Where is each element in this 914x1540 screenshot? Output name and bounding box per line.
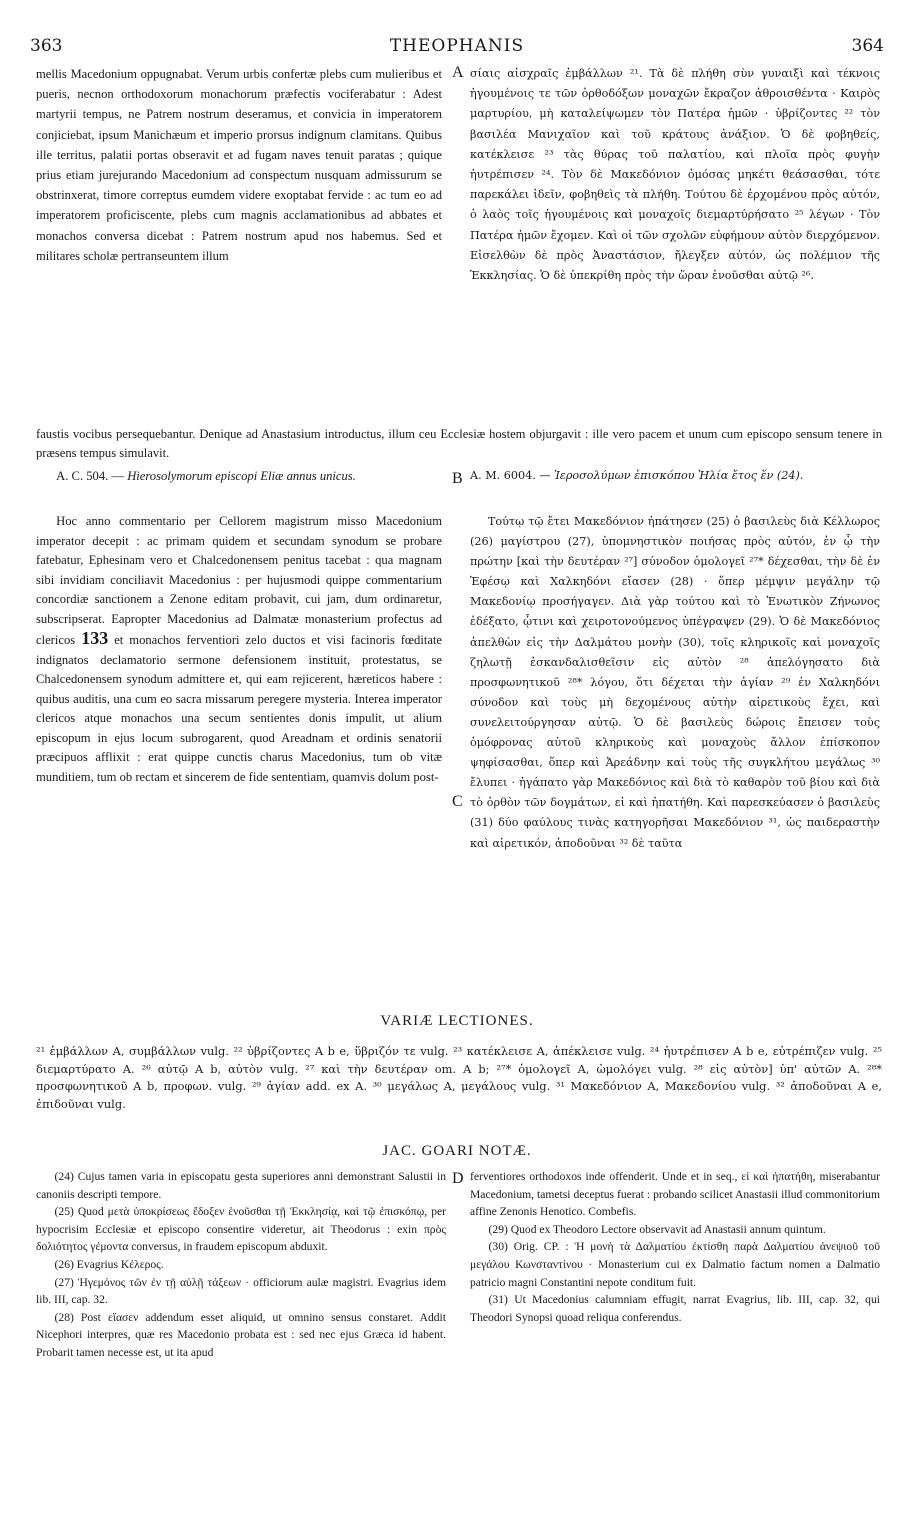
greek-year-title: Ἱεροσολύμων ἐπισκόπου Ἠλία ἔτος ἕν (24).: [554, 469, 804, 482]
page-number-left: 363: [30, 36, 63, 56]
running-title: THEOPHANIS: [389, 36, 525, 56]
column-number: 133: [81, 628, 109, 648]
latin-span-paragraph: faustis vocibus persequebantur. Denique ad Anastasium introductus, illum ceu Ecclesiæ hostem objurgavit : ille vero pacem et unum cum episcopo sensum tenere in præsens tempus simulavit.: [36, 427, 882, 460]
greek-column-top: [470, 64, 880, 286]
note-30: (30) Orig. CP. : Ἡ μονὴ τὰ Δαλματίου ἐκτίσθη παρὰ Δαλματίου ἀνεψιοῦ τοῦ μεγάλου Κωνσταντίνου · Monasterium cui ex Dalmatio factum nomen a Dalmatio patricio magni Constantini nepote conditum fuit.: [470, 1240, 880, 1289]
latin-main-text-2: et monachos ferventiori zelo ductos et visi facinoris fœditate indignatos declamatorio sermone defensionem instituit, protestatus, se Chalcedonensem synodum admittere et, qui eam rejicerent, hæreticos habere : quibus auditis, una cum eo sacra missarum peregere mysteria. Interea imperator clericos atque monachos una secum sentientes donis impulit, ut alium episcopum in ejus locum subrogarent, quod Areadnam et ordinis senatorii præcipuos afflixit : erat quippe cunctis charus Macedonius, tum ob vitæ munditiem, tum ob rectam et sincerem de fide sententiam, quamvis dolum post-: [36, 633, 443, 784]
greek-year-label: A. M. 6004. —: [470, 469, 555, 482]
margin-letter-b: B: [452, 470, 463, 487]
margin-letter-c: C: [452, 793, 463, 810]
variae-heading: VARIÆ LECTIONES.: [380, 1013, 534, 1029]
margin-letter-d: D: [452, 1170, 464, 1187]
notae-heading: JAC. GOARI NOTÆ.: [382, 1143, 532, 1159]
latin-top-text: mellis Macedonium oppugnabat. Verum urbis confertæ plebs cum mulieribus et pueris, necnon orthodoxorum monachorum præfectis vociferabatur : Adest martyrii tempus, ne Patrem nostrum deseramus, et convicia in imperatorem conjiciebat, ipsum Manichæum et imperio prorsus indignum clamitans. Quibus ille territus, palatii portas obseravit et ad fugam naves tenuit paratas ; quique prius etiam jurejurando Macedonium ad conspectum nusquam admissurum se obstrinxerat, timore correptus eumdem videre exoptabat fervide : ac tum eo ad imperatorem proficiscente, plebs cum magnis acclamationibus ad abbates et monachos conversa dicebat : Patrem nostrum apud nos habemus. Sed et militares scholæ pertranseuntem illum: [36, 67, 442, 263]
note-27: (27) Ἡγεμόνος τῶν ἐν τῇ αὐλῇ τάξεων · officiorum aulæ magistri. Evagrius idem lib. III, cap. 32.: [36, 1275, 446, 1307]
page-number-right: 364: [851, 36, 884, 56]
notes-left-column: [36, 1168, 446, 1362]
note-29: (29) Quod ex Theodoro Lectore observavit ad Anastasii annum quintum.: [488, 1222, 826, 1236]
note-28-continued: ferventiores orthodoxos inde offenderit. Unde et in seq., εἰ καὶ ἠπατήθη, miserabantur Macedonium, tametsi deceptus fuerat : probando scilicet Anastasii illud commonitorium affine Zenonis Henotico. Combefis.: [470, 1170, 880, 1219]
latin-column-top: [36, 64, 442, 266]
running-header: [30, 36, 884, 60]
greek-year-heading: [470, 466, 880, 486]
note-28: (28) Post εἴασεν addendum esset aliquid, ut omnino sensus constaret. Addit Nicephori interpres, quæ res Macedonio probata est : sed nec ejus Græca id habent. Probarit tamen necesse est, ut ita apud: [36, 1310, 446, 1359]
greek-column-main: [470, 512, 880, 854]
variae-lectiones: [36, 1043, 882, 1113]
latin-main-text-1: Hoc anno commentario per Cellorem magistrum misso Macedonium imperator decepit : ac primam quidem et secundam synodum se probare fatebatur, Ephesinam vero et Chalcedonensem penitus tacebat : qua magnam sibi invidiam conciliavit Macedonius : per hujusmodi quippe commentarium concordiæ sanctionem a Zenone editam probavit, cui jam, dum ordinaretur, subscripserat. Eapropter Macedonius ad Dalmatæ monasterium profectus ad clericos: [36, 514, 442, 647]
margin-letter-a: A: [452, 64, 464, 81]
latin-year-title: Hierosolymorum episcopi Eliæ annus unicus.: [127, 469, 356, 483]
greek-top-text: σίαις αἰσχραῖς ἐμβάλλων ²¹. Τὰ δὲ πλήθη σὺν γυναιξὶ καὶ τέκνοις ἡγουμένοις τε τῶν ὀρθοδόξων μοναχῶν ἔκραζον ἀθροισθέντα · Καιρὸς μαρτυρίου, μὴ καταλείψωμεν τὸν Πατέρα ἡμῶν · ὑβρίζοντες ²² τὸν βασιλέα Μανιχαῖον καὶ τοῦ κράτους ἀνάξιον. Ὁ δὲ φοβηθείς, κατέκλεισε ²³ τὰς θύρας τοῦ παλατίου, καὶ πλοῖα πρὸς φυγὴν ἡυτρέπισεν ²⁴. Τὸν δὲ Μακεδόνιον ὀμόσας μηκέτι θεάσασθαι, τότε παρεκάλει ἰδεῖν, φοβηθεὶς τὰ πλήθη. Τούτου δὲ ἐρχομένου πρὸς αὐτόν, ὁ λαὸς τοῖς ἡγουμένοις καὶ μοναχοῖς διεμαρτύρήσατο ²⁵ λέγων · Τὸν Πατέρα ἡμῶν ἔχομεν. Καὶ οἱ τῶν σχολῶν εὐφήμουν αὐτὸν διερχόμενον. Εἰσελθὼν δὲ πρὸς Ἀναστάσιον, ἤλεγξεν αὐτόν, ὡς πολέμιον τῆς Ἐκκλησίας. Ὁ δὲ ὑπεκρίθη πρὸς τὴν ὥραν ἑνοῦσθαι αὐτῷ ²⁶.: [470, 67, 880, 283]
note-26: (26) Evagrius Κέλερος.: [54, 1257, 164, 1271]
variae-text: ²¹ ἐμβάλλων A, συμβάλλων vulg. ²² ὑβρίζοντες A b e, ὕβριζόν τε vulg. ²³ κατέκλεισε A, ἀπέκλεισε vulg. ²⁴ ἡυτρέπισεν A b e, εὐτρέπιζεν vulg. ²⁵ διεμαρτύρατο A. ²⁶ αὐτῷ A b, αὐτὸν vulg. ²⁷ καὶ τὴν δευτέραν om. A b; ²⁷* ὁμολογεῖ A, ὡμολόγει vulg. ²⁸ εἰς αὐτὸν] ὑπ' αὐτῶν A. ²⁸* προσφωνητικοῦ A b, προφων. vulg. ²⁹ ἁγίαν add. ex A. ³⁰ μεγάλως A, μεγάλους vulg. ³¹ Μακεδόνιον A, Μακεδονίου vulg. ³² ἀποδοῦναι A e, ἐπιδοῦναι vulg.: [36, 1044, 882, 1111]
greek-main-text: Τούτῳ τῷ ἔτει Μακεδόνιον ἠπάτησεν (25) ὁ βασιλεὺς διὰ Κέλλωρος (26) μαγίστρου (27), ὑπομνηστικὸν ποιήσας πρὸς αὐτόν, ἐν ᾧ τὴν πρώτην [καὶ τὴν δευτέραν ²⁷] σύνοδον ὁμολογεῖ ²⁷* δέχεσθαι, τὴν δὲ ἐν Ἐφέσῳ καὶ Χαλκηδόνι εἴασεν (28) · ὅπερ μέμψιν μεγάλην τῷ Μακεδονίῳ προσήγαγεν. Διὰ γὰρ τούτου καὶ τὸ Ἑνωτικὸν Ζήνωνος ἐδέξατο, ᾧτινι καὶ χειροτονούμενος ὑπέγραψεν (29). Ὁ δὲ Μακεδόνιος ἀπελθὼν εἰς τὴν Δαλμάτου μονὴν (30), τοῖς κληρικοῖς καὶ μοναχοῖς ζηλωτῇ ἐσκανδαλισθεῖσιν εἰς αὐτὸν ²⁸ ἀπελόγησατο διὰ προσφωνητικοῦ ²⁸* λόγου, ὅτι δέχεται τὴν ἁγίαν ²⁹ ἐν Χαλκηδόνι σύνοδον καὶ τοὺς μὴ δεχομένους αὐτὴν αἱρετικοὺς ἔχει, καὶ συνελειτούργησαν αὐτῷ. Ὁ δὲ βασιλεὺς δώροις ἔπεισεν τοὺς ὁμόφρονας αὐτοῦ κληρικοὺς καὶ μοναχοὺς ἄλλον ἐπίσκοπον ψηφίσασθαι, ὅπερ καὶ Ἀρεάδνην καὶ τοὺς τῆς συγκλήτου μεγάλως ³⁰ ἔλυπει · ἠγάπατο γὰρ Μακεδόνιος καὶ διὰ τὸ καθαρὸν τοῦ βίου καὶ διὰ τὸ ὀρθὸν τῶν δογμάτων, εἰ καὶ ἠπατήθη. Καὶ παρεσκεύασεν ὁ βασιλεὺς (31) δύο φαύλους τινὰς κατηγορῆσαι Μακεδόνιον ³¹, ὡς παιδεραστὴν καὶ αἱρετικόν, ἀποδοῦναι ³² δὲ ταῦτα: [470, 515, 880, 850]
note-25: (25) Quod μετὰ ὑποκρίσεως ἔδοξεν ἑνοῦσθαι τῇ Ἐκκλησίᾳ, καὶ τῷ ἐπισκόπῳ, per hypocrisim Ecclesiæ et episcopo consentire videretur, ait Theodorus : exin πρὸς δολιότητος γέμοντα conversus, in fraudem episcopum abduxit.: [36, 1205, 446, 1254]
latin-column-main: [36, 512, 442, 787]
latin-spanning-text: [36, 425, 882, 463]
notes-right-column: [470, 1168, 880, 1326]
latin-year-label: A. C. 504. —: [56, 469, 128, 483]
note-24: (24) Cujus tamen varia in episcopatu gesta superiores anni demonstrant Salustii in canoniis descripti tempore.: [36, 1170, 446, 1201]
latin-year-heading: [36, 466, 446, 486]
note-31: (31) Ut Macedonius calumniam effugit, narrat Evagrius, lib. III, cap. 32, qui Theodori Synopsi quoad reliqua conferendus.: [470, 1293, 880, 1324]
